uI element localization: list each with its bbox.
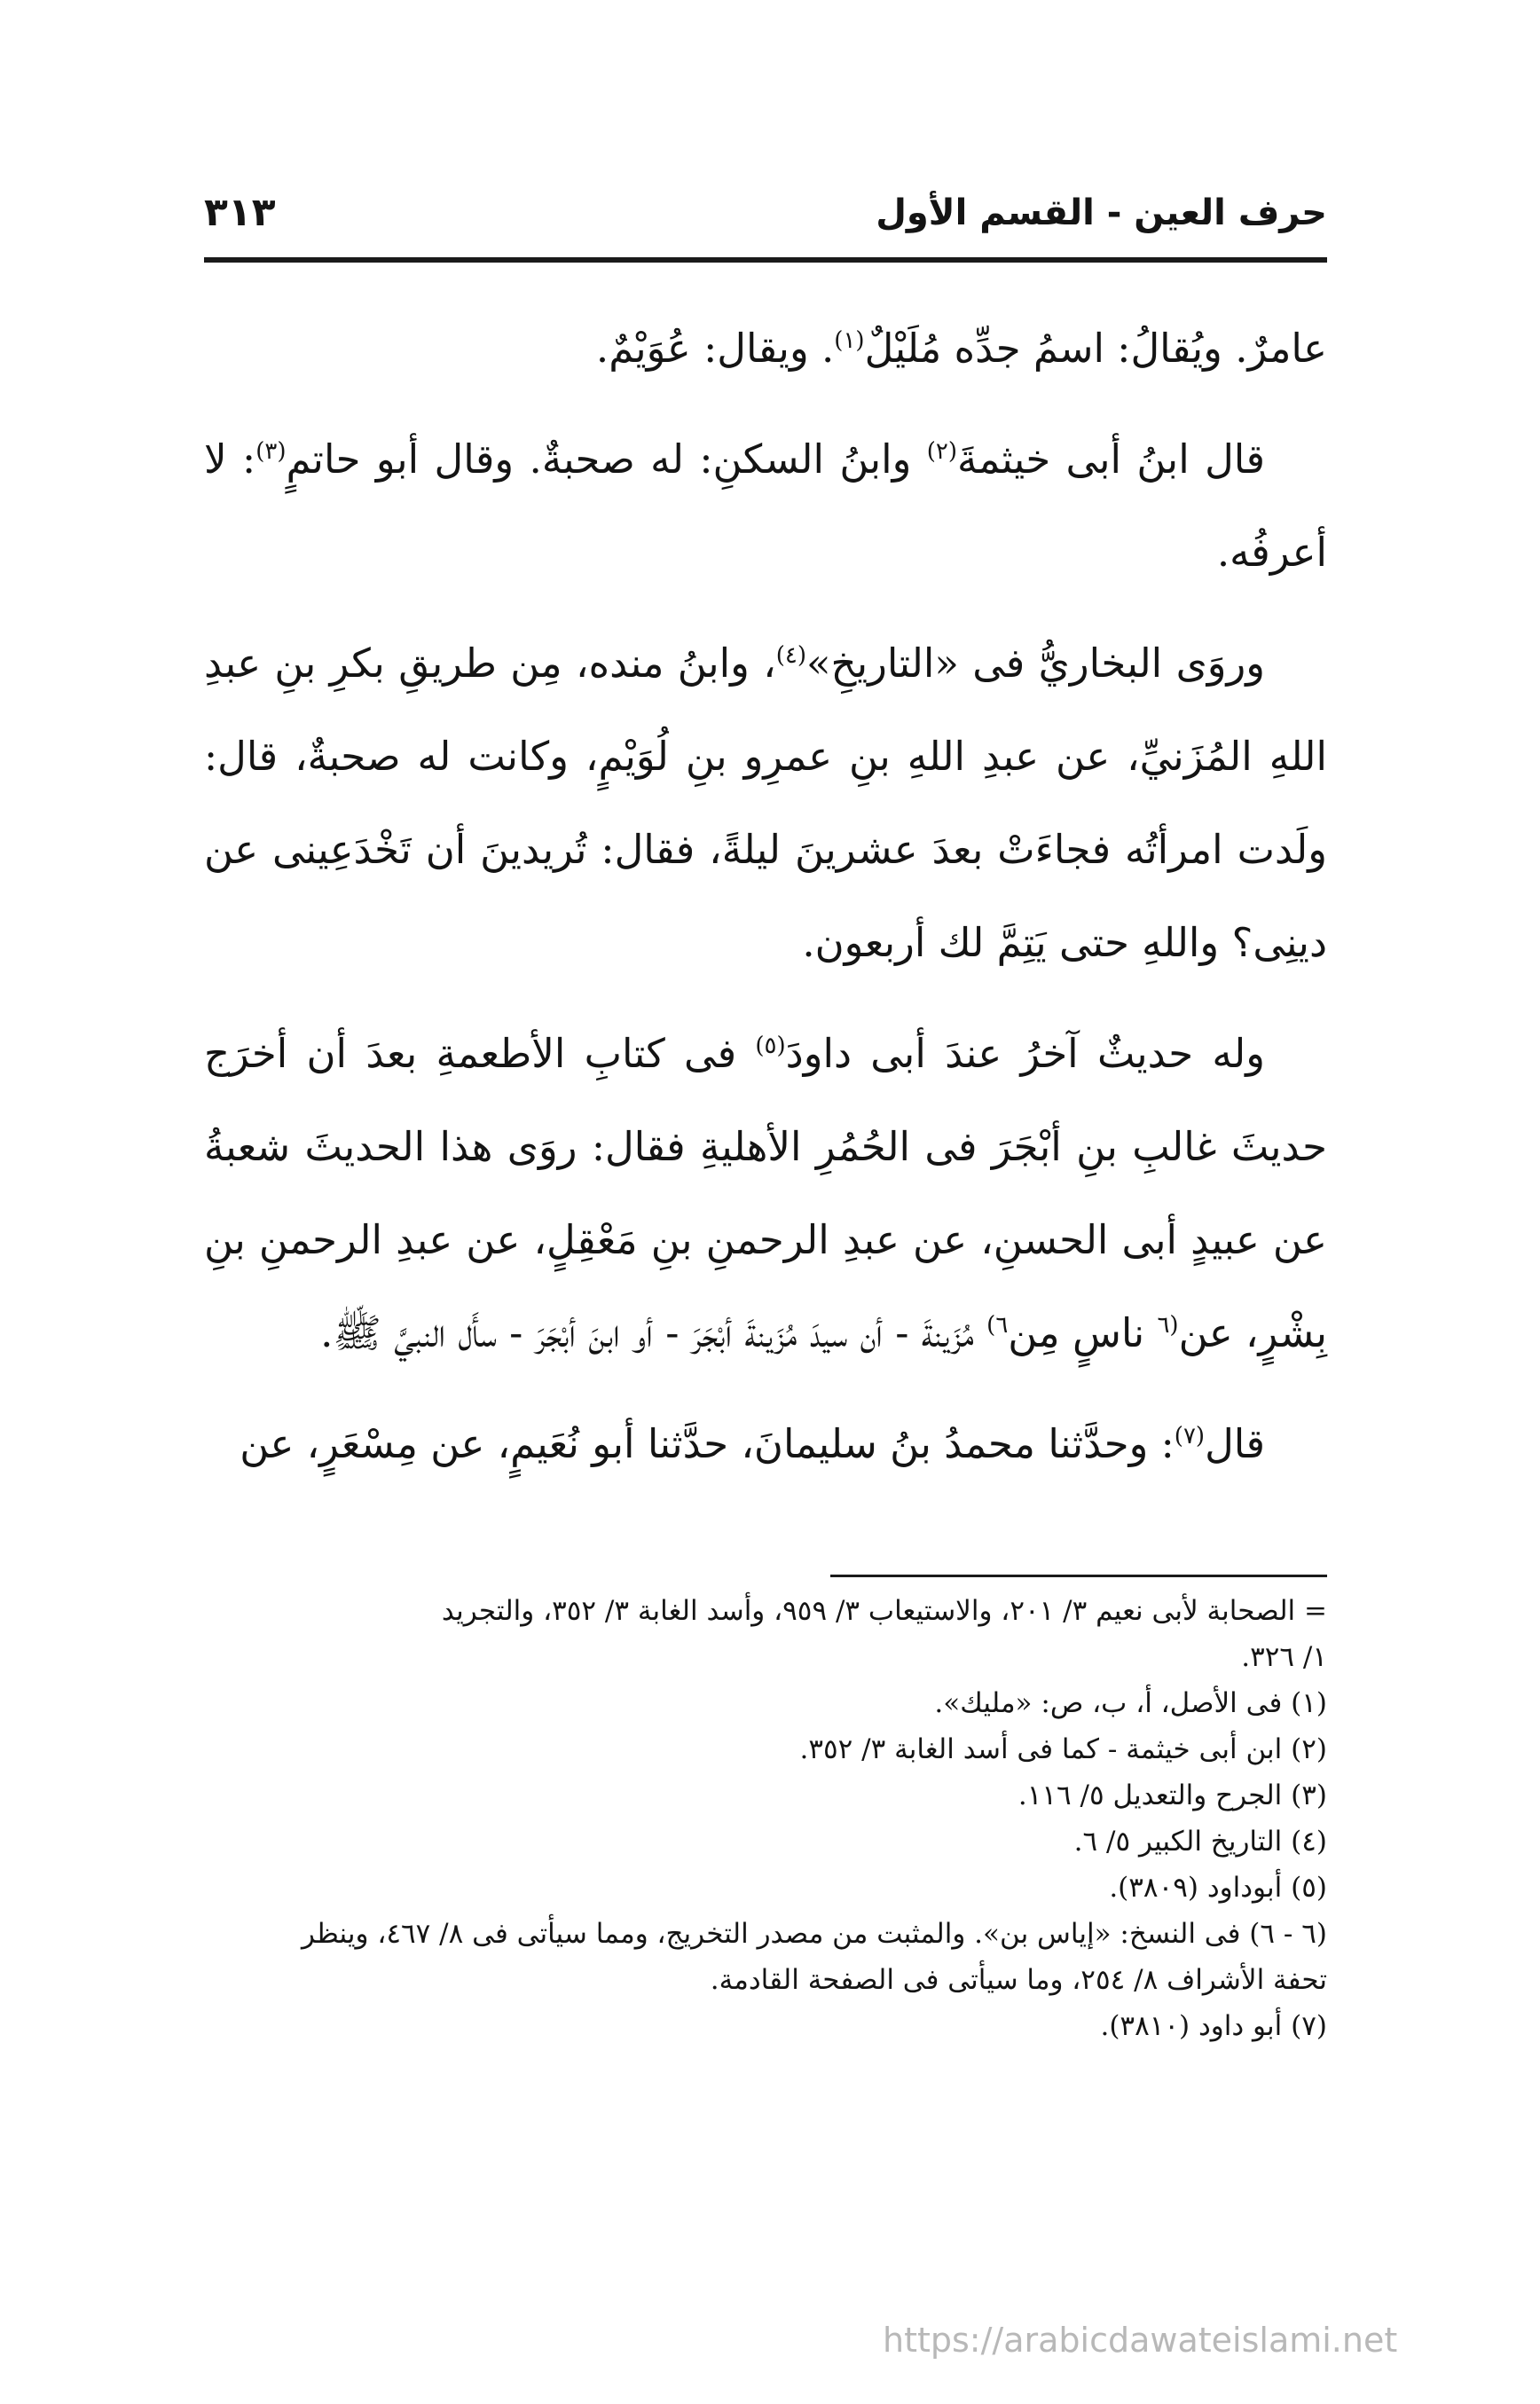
paragraph-4 bbox=[204, 1007, 1327, 1379]
page-number: ٣١٣ bbox=[204, 190, 276, 235]
footnote-4: (٤) التاريخ الكبير ٥/ ٦. bbox=[1073, 1826, 1327, 1858]
paragraph-2 bbox=[204, 412, 1327, 599]
text: ناسٍ مِن bbox=[1008, 1309, 1158, 1356]
footnote-continuation: = الصحابة لأبى نعيم ٣/ ٢٠١، والاستيعاب ٣/ ٩٥٩، وأسد الغابة ٣/ ٣٥٢، والتجريد bbox=[441, 1595, 1327, 1627]
footnote-ref-3: (٣) bbox=[255, 438, 287, 465]
text: : لا أعرفُه. bbox=[204, 436, 1327, 576]
text: مُزَينةَ - أن سيدَ مُزَينةَ أبْجَرَ - أو ابنَ أبْجَرَ - سأَل النبيَّ ﷺ. bbox=[320, 1309, 987, 1356]
text: . ويقال: عُوَيْمٌ. bbox=[595, 325, 835, 372]
footnote-separator bbox=[830, 1575, 1327, 1577]
footnote-ref-7: (٧) bbox=[1174, 1423, 1206, 1449]
text: قال bbox=[1205, 1420, 1265, 1467]
watermark-url: https://arabicdawateislami.net bbox=[883, 2321, 1398, 2360]
footnote-7: (٧) أبو داود (٣٨١٠). bbox=[1100, 2010, 1327, 2042]
text: وروَى البخاريُّ فى «التاريخِ» bbox=[806, 640, 1265, 687]
footnote-continuation-end: ١/ ٣٢٦. bbox=[1241, 1641, 1327, 1673]
text: فى كتابِ الأطعمةِ بعدَ أن أخرَج حديثَ غالبِ بنِ أبْجَرَ فى الحُمُرِ الأهليةِ فقال: روَى هذا الحديثَ شعبةُ عن عبيدٍ أبى الحسنِ، عن عبدِ الرحمنِ بنِ مَعْقِلٍ، عن عبدِ الرحمنِ بنِ بِشْرٍ، عن bbox=[204, 1030, 1327, 1356]
main-text bbox=[204, 302, 1327, 1508]
text: وابنُ السكنِ: له صحبةٌ. وقال أبو حاتمٍ bbox=[286, 436, 927, 483]
footnote-ref-6-open: (٦ bbox=[1157, 1312, 1179, 1339]
paragraph-3 bbox=[204, 617, 1327, 989]
footnote-ref-5: (٥) bbox=[755, 1033, 786, 1059]
footnote-3: (٣) الجرح والتعديل ٥/ ١١٦. bbox=[1018, 1779, 1327, 1811]
paragraph-1 bbox=[204, 302, 1327, 395]
text: : وحدَّثنا محمدُ بنُ سليمانَ، حدَّثنا أبو نُعَيمٍ، عن مِسْعَرٍ، عن bbox=[240, 1420, 1175, 1467]
footnotes bbox=[204, 1588, 1327, 2049]
running-header bbox=[204, 182, 1327, 244]
text: وله حديثٌ آخرُ عندَ أبى داودَ bbox=[785, 1030, 1265, 1077]
paragraph-5 bbox=[204, 1397, 1327, 1490]
footnote-ref-4: (٤) bbox=[775, 642, 807, 669]
footnote-ref-2: (٢) bbox=[926, 438, 958, 465]
footnote-6-continuation: تحفة الأشراف ٨/ ٢٥٤، وما سيأتى فى الصفحة القادمة. bbox=[710, 1964, 1327, 1996]
footnote-1: (١) فى الأصل، أ، ب، ص: «مليك». bbox=[934, 1687, 1327, 1719]
footnote-2: (٢) ابن أبى خيثمة - كما فى أسد الغابة ٣/ ٣٥٢. bbox=[799, 1733, 1327, 1765]
header-rule bbox=[204, 257, 1327, 263]
footnote-5: (٥) أبوداود (٣٨٠٩). bbox=[1109, 1872, 1327, 1904]
header-title: حرف العين - القسم الأول bbox=[876, 192, 1327, 233]
footnote-ref-6-close: ٦) bbox=[986, 1312, 1009, 1339]
text: عامرٌ. ويُقالُ: اسمُ جدِّه مُلَيْلٌ bbox=[864, 325, 1327, 372]
text: قال ابنُ أبى خيثمةَ bbox=[957, 436, 1265, 483]
footnote-ref-1: (١) bbox=[834, 327, 865, 354]
footnote-6: (٦ - ٦) فى النسخ: «إياس بن». والمثبت من مصدر التخريج، ومما سيأتى فى ٨/ ٤٦٧، وينظر bbox=[302, 1918, 1327, 1950]
text: ، وابنُ منده، مِن طريقِ بكرِ بنِ عبدِ اللهِ المُزَنيِّ، عن عبدِ اللهِ بنِ عمرِو بنِ لُوَيْمٍ، وكانت له صحبةٌ، قال: ولَدت امرأتُه فجاءَتْ بعدَ عشرينَ ليلةً، فقال: تُريدينَ أن تَخْدَعِينى عن دينِى؟ واللهِ حتى يَتِمَّ لك أربعون. bbox=[204, 640, 1327, 966]
